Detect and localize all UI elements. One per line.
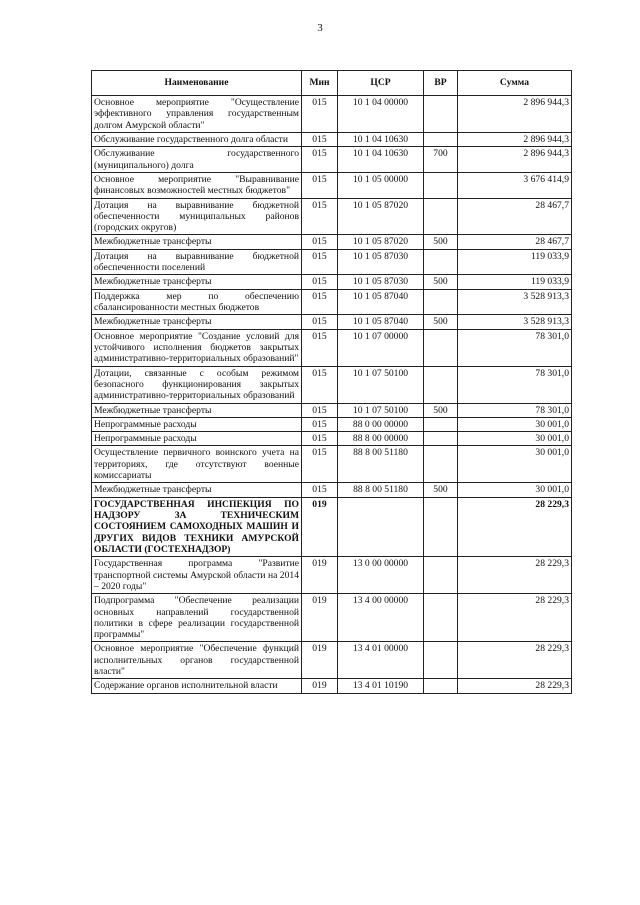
cell-name: Непрограммные расходы bbox=[92, 432, 302, 446]
cell-name: Межбюджетные трансферты bbox=[92, 315, 302, 329]
cell-sum: 119 033,9 bbox=[458, 275, 572, 289]
cell-sum: 2 896 944,3 bbox=[458, 147, 572, 173]
cell-vr bbox=[424, 642, 458, 679]
table-row bbox=[92, 679, 572, 693]
cell-sum: 28 229,3 bbox=[458, 557, 572, 594]
cell-name: Основное мероприятие "Выравнивание финансовых возможностей местных бюджетов" bbox=[92, 172, 302, 198]
cell-min: 015 bbox=[302, 96, 338, 133]
cell-name: Основное мероприятие "Создание условий для устойчивого исполнения бюджетов закрытых административно-территориальных образований" bbox=[92, 329, 302, 366]
table-row bbox=[92, 594, 572, 642]
cell-name: Подпрограмма "Обеспечение реализации основных направлений государственной политики в сфере реализации государственной программы" bbox=[92, 594, 302, 642]
cell-vr: 500 bbox=[424, 483, 458, 497]
cell-min: 015 bbox=[302, 172, 338, 198]
table-row bbox=[92, 315, 572, 329]
cell-name: Межбюджетные трансферты bbox=[92, 403, 302, 417]
cell-name: Дотация на выравнивание бюджетной обеспеченности муниципальных районов (городских округов) bbox=[92, 198, 302, 235]
cell-min: 019 bbox=[302, 497, 338, 557]
table-row bbox=[92, 403, 572, 417]
cell-sum: 28 229,3 bbox=[458, 594, 572, 642]
cell-name: Основное мероприятие "Осуществление эффективного управления государственным долгом Амурской области" bbox=[92, 96, 302, 133]
cell-sum: 30 001,0 bbox=[458, 446, 572, 483]
cell-min: 015 bbox=[302, 403, 338, 417]
table-row bbox=[92, 249, 572, 275]
cell-csr: 10 1 05 87040 bbox=[338, 289, 424, 315]
cell-min: 019 bbox=[302, 557, 338, 594]
table-row bbox=[92, 198, 572, 235]
cell-csr bbox=[338, 497, 424, 557]
cell-sum: 3 528 913,3 bbox=[458, 315, 572, 329]
cell-vr bbox=[424, 497, 458, 557]
cell-sum: 28 229,3 bbox=[458, 642, 572, 679]
table-header-row bbox=[92, 71, 572, 96]
cell-vr bbox=[424, 249, 458, 275]
cell-vr bbox=[424, 432, 458, 446]
cell-csr: 10 1 05 87020 bbox=[338, 198, 424, 235]
table-row bbox=[92, 329, 572, 366]
cell-name: Поддержка мер по обеспечению сбалансированности местных бюджетов bbox=[92, 289, 302, 315]
cell-name: Осуществление первичного воинского учета на территориях, где отсутствуют военные комиссариаты bbox=[92, 446, 302, 483]
cell-csr: 10 1 05 87020 bbox=[338, 235, 424, 249]
cell-sum: 28 229,3 bbox=[458, 497, 572, 557]
cell-min: 015 bbox=[302, 366, 338, 403]
cell-csr: 10 1 04 10630 bbox=[338, 147, 424, 173]
cell-min: 019 bbox=[302, 594, 338, 642]
cell-name: Межбюджетные трансферты bbox=[92, 235, 302, 249]
cell-csr: 88 8 00 51180 bbox=[338, 483, 424, 497]
cell-csr: 10 1 07 00000 bbox=[338, 329, 424, 366]
cell-vr bbox=[424, 329, 458, 366]
table-row bbox=[92, 446, 572, 483]
cell-sum: 3 528 913,3 bbox=[458, 289, 572, 315]
cell-min: 015 bbox=[302, 275, 338, 289]
cell-name: Основное мероприятие "Обеспечение функций исполнительных органов государственной власти" bbox=[92, 642, 302, 679]
cell-sum: 78 301,0 bbox=[458, 329, 572, 366]
cell-min: 015 bbox=[302, 235, 338, 249]
cell-sum: 2 896 944,3 bbox=[458, 132, 572, 146]
header-csr: ЦСР bbox=[338, 71, 424, 96]
cell-sum: 78 301,0 bbox=[458, 366, 572, 403]
table-row bbox=[92, 289, 572, 315]
cell-vr: 500 bbox=[424, 315, 458, 329]
cell-csr: 10 1 05 87030 bbox=[338, 249, 424, 275]
cell-name: Содержание органов исполнительной власти bbox=[92, 679, 302, 693]
table-body bbox=[92, 96, 572, 694]
cell-name: Непрограммные расходы bbox=[92, 417, 302, 431]
cell-min: 015 bbox=[302, 132, 338, 146]
cell-vr bbox=[424, 557, 458, 594]
cell-name: Дотация на выравнивание бюджетной обеспеченности поселений bbox=[92, 249, 302, 275]
cell-vr: 500 bbox=[424, 403, 458, 417]
cell-vr bbox=[424, 172, 458, 198]
table-row bbox=[92, 417, 572, 431]
table-row bbox=[92, 96, 572, 133]
cell-name: Межбюджетные трансферты bbox=[92, 275, 302, 289]
cell-name: Межбюджетные трансферты bbox=[92, 483, 302, 497]
cell-name: Государственная программа "Развитие транспортной системы Амурской области на 2014 – 2020 годы" bbox=[92, 557, 302, 594]
table-row bbox=[92, 235, 572, 249]
cell-csr: 13 0 00 00000 bbox=[338, 557, 424, 594]
table-row bbox=[92, 497, 572, 557]
cell-sum: 78 301,0 bbox=[458, 403, 572, 417]
cell-min: 015 bbox=[302, 147, 338, 173]
cell-csr: 10 1 07 50100 bbox=[338, 403, 424, 417]
cell-csr: 13 4 01 00000 bbox=[338, 642, 424, 679]
cell-sum: 28 467,7 bbox=[458, 235, 572, 249]
cell-vr: 500 bbox=[424, 275, 458, 289]
table-row bbox=[92, 147, 572, 173]
cell-name: Обслуживание государственного (муниципального) долга bbox=[92, 147, 302, 173]
cell-sum: 119 033,9 bbox=[458, 249, 572, 275]
cell-min: 015 bbox=[302, 249, 338, 275]
header-name: Наименование bbox=[92, 71, 302, 96]
cell-min: 019 bbox=[302, 679, 338, 693]
cell-vr: 500 bbox=[424, 235, 458, 249]
header-min: Мин bbox=[302, 71, 338, 96]
cell-min: 015 bbox=[302, 483, 338, 497]
table-row bbox=[92, 172, 572, 198]
table-row bbox=[92, 275, 572, 289]
cell-vr bbox=[424, 679, 458, 693]
cell-sum: 28 229,3 bbox=[458, 679, 572, 693]
cell-min: 019 bbox=[302, 642, 338, 679]
table-row bbox=[92, 366, 572, 403]
header-vr: ВР bbox=[424, 71, 458, 96]
cell-vr: 700 bbox=[424, 147, 458, 173]
cell-min: 015 bbox=[302, 329, 338, 366]
cell-csr: 88 8 00 00000 bbox=[338, 432, 424, 446]
cell-csr: 13 4 00 00000 bbox=[338, 594, 424, 642]
header-sum: Сумма bbox=[458, 71, 572, 96]
cell-sum: 30 001,0 bbox=[458, 483, 572, 497]
cell-csr: 88 8 00 51180 bbox=[338, 446, 424, 483]
cell-csr: 10 1 04 10630 bbox=[338, 132, 424, 146]
cell-vr bbox=[424, 446, 458, 483]
page-number: 3 bbox=[317, 22, 323, 34]
cell-csr: 10 1 05 00000 bbox=[338, 172, 424, 198]
cell-vr bbox=[424, 417, 458, 431]
cell-min: 015 bbox=[302, 198, 338, 235]
cell-name: ГОСУДАРСТВЕННАЯ ИНСПЕКЦИЯ ПО НАДЗОРУ ЗА ТЕХНИЧЕСКИМ СОСТОЯНИЕМ САМОХОДНЫХ МАШИН И ДРУГИХ ВИДОВ ТЕХНИКИ АМУРСКОЙ ОБЛАСТИ (ГОСТЕХНАДЗОР) bbox=[92, 497, 302, 557]
cell-name: Дотации, связанные с особым режимом безопасного функционирования закрытых административно-территориальных образований bbox=[92, 366, 302, 403]
cell-csr: 13 4 01 10190 bbox=[338, 679, 424, 693]
table-row bbox=[92, 432, 572, 446]
cell-min: 015 bbox=[302, 289, 338, 315]
cell-min: 015 bbox=[302, 446, 338, 483]
cell-sum: 2 896 944,3 bbox=[458, 96, 572, 133]
cell-csr: 10 1 07 50100 bbox=[338, 366, 424, 403]
cell-vr bbox=[424, 96, 458, 133]
table-row bbox=[92, 483, 572, 497]
cell-min: 015 bbox=[302, 315, 338, 329]
cell-vr bbox=[424, 366, 458, 403]
table-row bbox=[92, 642, 572, 679]
cell-vr bbox=[424, 289, 458, 315]
cell-csr: 10 1 05 87040 bbox=[338, 315, 424, 329]
cell-vr bbox=[424, 594, 458, 642]
cell-sum: 30 001,0 bbox=[458, 432, 572, 446]
cell-vr bbox=[424, 198, 458, 235]
cell-min: 015 bbox=[302, 432, 338, 446]
table-row bbox=[92, 132, 572, 146]
budget-table bbox=[91, 70, 572, 694]
cell-csr: 10 1 05 87030 bbox=[338, 275, 424, 289]
cell-name: Обслуживание государственного долга области bbox=[92, 132, 302, 146]
cell-vr bbox=[424, 132, 458, 146]
cell-sum: 30 001,0 bbox=[458, 417, 572, 431]
cell-csr: 88 0 00 00000 bbox=[338, 417, 424, 431]
table-row bbox=[92, 557, 572, 594]
cell-min: 015 bbox=[302, 417, 338, 431]
cell-csr: 10 1 04 00000 bbox=[338, 96, 424, 133]
cell-sum: 3 676 414,9 bbox=[458, 172, 572, 198]
cell-sum: 28 467,7 bbox=[458, 198, 572, 235]
